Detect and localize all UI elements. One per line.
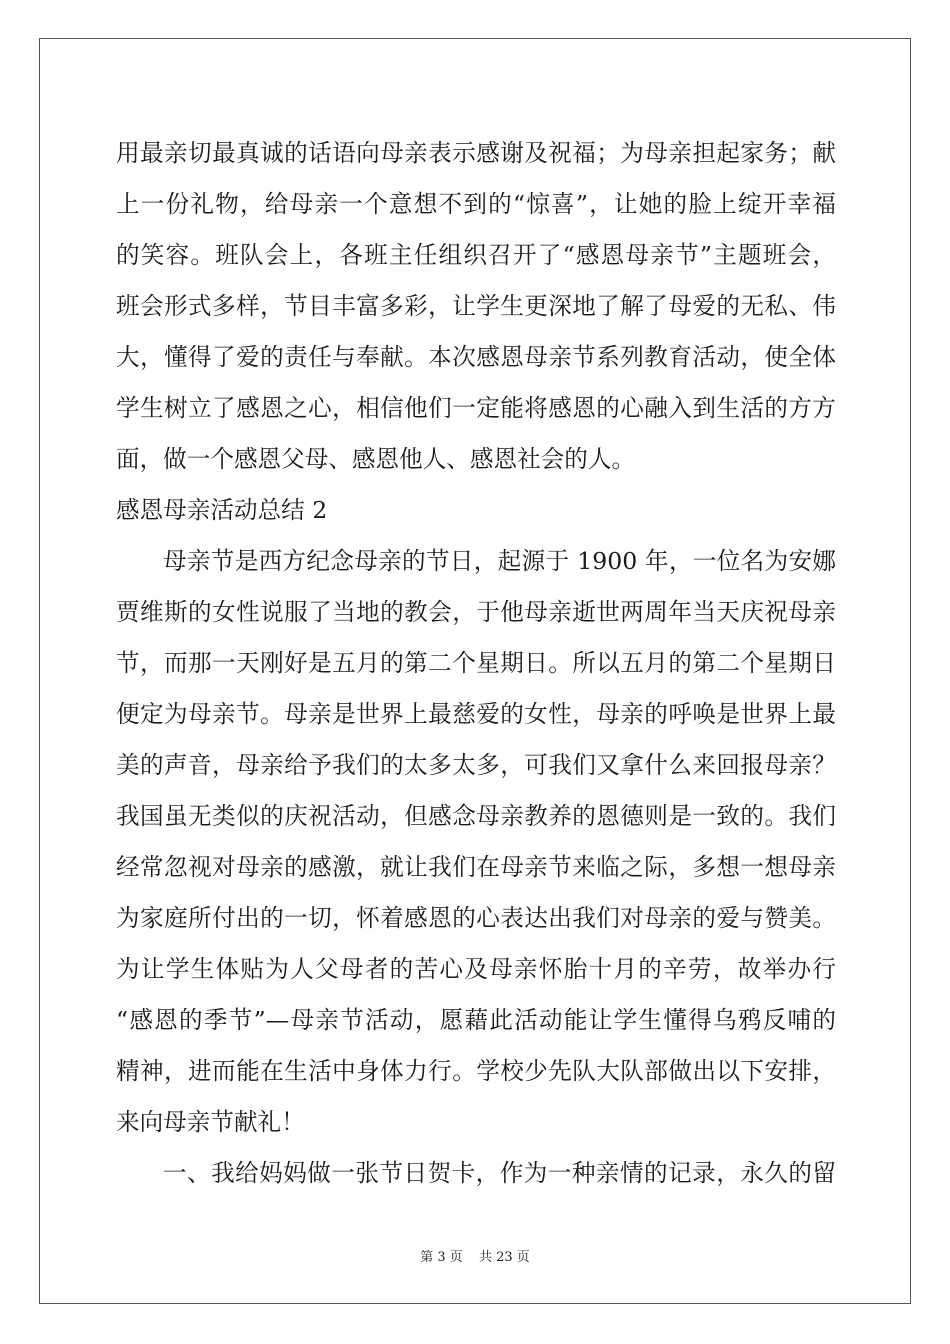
text-line: 母亲节是西方纪念母亲的节日，起源于 1900 年，一位名为安娜	[163, 547, 836, 575]
text-line: 来向母亲节献礼！	[116, 1108, 305, 1136]
text-line: 贾维斯的女性说服了当地的教会，于他母亲逝世两周年当天庆祝母亲	[116, 598, 836, 626]
text-line: 美的声音，母亲给予我们的太多太多，可我们又拿什么来回报母亲？	[116, 751, 836, 779]
text-line: 用最亲切最真诚的话语向母亲表示感谢及祝福；为母亲担起家务；献	[116, 139, 836, 167]
text-line: 学生树立了感恩之心，相信他们一定能将感恩的心融入到生活的方方	[116, 394, 836, 422]
page-footer	[0, 1246, 950, 1265]
text-line: 一、我给妈妈做一张节日贺卡，作为一种亲情的记录，永久的留	[163, 1159, 836, 1187]
document-body	[116, 128, 836, 1199]
text-line: 上一份礼物，给母亲一个意想不到的“惊喜”，让她的脸上绽开幸福	[116, 190, 836, 218]
text-line: “感恩的季节”—母亲节活动，愿藉此活动能让学生懂得乌鸦反哺的	[116, 1006, 836, 1034]
text-line: 为家庭所付出的一切，怀着感恩的心表达出我们对母亲的爱与赞美。	[116, 904, 836, 932]
text-line: 精神，进而能在生活中身体力行。学校少先队大队部做出以下安排，	[116, 1057, 836, 1085]
text-line: 节，而那一天刚好是五月的第二个星期日。所以五月的第二个星期日	[116, 649, 836, 677]
page-number: 第 3 页	[420, 1250, 463, 1265]
section-heading: 感恩母亲活动总结 2	[116, 496, 328, 524]
text-line: 班会形式多样，节目丰富多彩，让学生更深地了解了母爱的无私、伟	[116, 292, 836, 320]
text-line: 经常忽视对母亲的感激，就让我们在母亲节来临之际，多想一想母亲	[116, 853, 836, 881]
text-line: 大，懂得了爱的责任与奉献。本次感恩母亲节系列教育活动，使全体	[116, 343, 836, 371]
text-line: 便定为母亲节。母亲是世界上最慈爱的女性，母亲的呼唤是世界上最	[116, 700, 836, 728]
text-line: 的笑容。班队会上，各班主任组织召开了“感恩母亲节”主题班会，	[116, 241, 836, 269]
page-total: 共 23 页	[478, 1250, 530, 1265]
text-line: 我国虽无类似的庆祝活动，但感念母亲教养的恩德则是一致的。我们	[116, 802, 836, 830]
text-line: 面，做一个感恩父母、感恩他人、感恩社会的人。	[116, 445, 636, 473]
text-line: 为让学生体贴为人父母者的苦心及母亲怀胎十月的辛劳，故举办行	[116, 955, 836, 983]
